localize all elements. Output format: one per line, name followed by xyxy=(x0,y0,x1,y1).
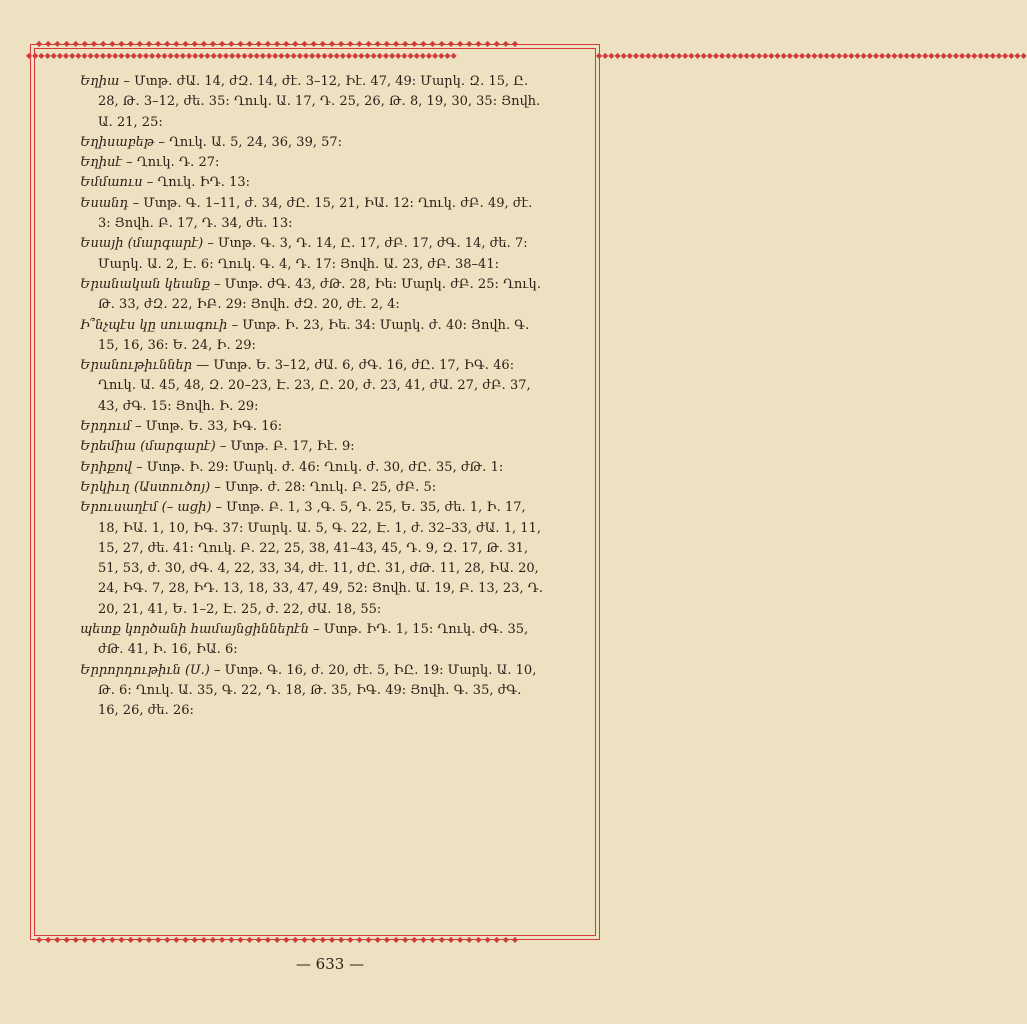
index-entry xyxy=(80,356,545,417)
border-ornament-bottom: ◆◆◆◆◆◆◆◆◆◆◆◆◆◆◆◆◆◆◆◆◆◆◆◆◆◆◆◆◆◆◆◆◆◆◆◆◆◆◆◆◆◆◆◆◆◆◆◆◆◆◆◆◆ xyxy=(36,935,522,944)
entry-term: Եմմաուս xyxy=(80,175,143,191)
index-entry xyxy=(80,275,545,316)
entry-references: – Մտթ․ Գ․ 1–11, ժ․ 34, ժԸ․ 15, 21, ԻԱ․ 12: Ղուկ․ ժԲ․ 49, ժէ․ 3: Յովհ․ Բ․ 17, Դ․ 34, ժե․ 13: xyxy=(98,195,533,232)
entry-term: Երանական կեանք xyxy=(80,276,210,292)
entry-term: Եղիսէ xyxy=(80,155,122,171)
entry-term: Երանութիւններ xyxy=(80,358,193,374)
entry-term: Երրորդութիւն (Ս․) xyxy=(80,662,210,678)
entry-term: պետք կործանի համայնցիններէն xyxy=(80,622,309,638)
index-entry xyxy=(80,417,545,437)
entry-references: – Մտթ․ ժ․ 28: Ղուկ․ Բ․ 25, ժԲ․ 5: xyxy=(210,479,437,495)
entry-references: – Մտթ․ Գ․ 16, ժ․ 20, ժէ․ 5, ԻԸ․ 19: Մարկ․ Ա․ 10, Թ․ 6: Ղուկ․ Ա․ 35, Գ․ 22, Դ․ 18, Թ․ 35, ԻԳ․ 49: Յովհ․ Գ․ 35, ժԳ․ 16, 26, ժե․ 26: xyxy=(98,662,537,719)
entry-references: – Մտթ․ ժԱ․ 14, ժԶ․ 14, ժէ․ 3–12, Իէ․ 47, 49: Մարկ․ Զ․ 15, Ը․ 28, Թ․ 3–12, ժե․ 35: Ղուկ․ Ա․ 17, Դ․ 25, 26, Թ․ 8, 19, 30, 35: Յովհ․ Ա․ 21, 25: xyxy=(98,74,541,130)
index-entry xyxy=(80,316,545,357)
index-entry xyxy=(80,72,545,133)
entry-references: – Մտթ․ Բ․ 1, 3 ,Գ․ 5, Դ․ 25, Ե․ 35, ժե․ 1, Ի․ 17, 18, ԻԱ․ 1, 10, ԻԳ․ 37: Մարկ․ Ա․ 5, Գ․ 22, Է․ 1, ժ․ 32–33, ժԱ․ 1, 11, 15, 27, ժե․ 41: Ղուկ․ Բ․ 22, 25, 38, 41–43, 45, Դ․ 9, Զ․ 17, Թ․ 31, 51, 53, ժ․ 30, ժԳ․ 4, 22, 33, 34, ժէ․ 11, ժԸ․ 31, ժԹ․ 11, 28, ԻԱ․ 20, 24, ԻԳ․ 7, 28, ԻԴ․ 13, 18, 33, 47, 49, 52: Յովհ․ Ա․ 19, Բ․ 13, 23, Դ․ 20, 21, 41, Ե․ 1–2, Է․ 25, ժ․ 22, ժԱ․ 18, 55: xyxy=(98,500,544,617)
entry-references: – Մտթ․ Ի․ 29: Մարկ․ ժ․ 46: Ղուկ․ ժ․ 30, ժԸ․ 35, ժԹ․ 1: xyxy=(132,459,504,475)
entry-term: Երիքով xyxy=(80,459,132,475)
entry-references: – Ղուկ․ Ա․ 5, 24, 36, 39, 57: xyxy=(154,134,343,150)
index-entry xyxy=(80,234,545,275)
entry-term: Երկիւղ (Աստուծոյ) xyxy=(80,479,211,495)
index-entry xyxy=(80,194,545,235)
border-ornament-top: ◆◆◆◆◆◆◆◆◆◆◆◆◆◆◆◆◆◆◆◆◆◆◆◆◆◆◆◆◆◆◆◆◆◆◆◆◆◆◆◆◆◆◆◆◆◆◆◆◆◆◆◆◆ xyxy=(36,39,522,48)
index-entry xyxy=(80,133,545,153)
entry-references: – Ղուկ․ ԻԴ․ 13: xyxy=(142,175,251,191)
index-entries xyxy=(80,72,545,722)
index-entry xyxy=(80,173,545,193)
index-entry xyxy=(80,498,545,620)
index-entry xyxy=(80,437,545,457)
entry-term: Եղիա xyxy=(80,74,120,89)
border-ornament-right: ◆◆◆◆◆◆◆◆◆◆◆◆◆◆◆◆◆◆◆◆◆◆◆◆◆◆◆◆◆◆◆◆◆◆◆◆◆◆◆◆◆◆◆◆◆◆◆◆◆◆◆◆◆◆◆◆◆◆◆◆◆◆◆◆◆◆◆◆◆◆ xyxy=(596,51,1027,60)
entry-term: Եսանդ xyxy=(80,195,129,211)
entry-references: – Մտթ․ Ի․ 23, Իե․ 34: Մարկ․ ժ․ 40: Յովհ․ Գ․ 15, 16, 36: Ե․ 24, Ի․ 29: xyxy=(98,317,530,353)
index-entry xyxy=(80,458,545,478)
entry-references: – Մտթ․ ԻԴ․ 1, 15: Ղուկ․ ժԳ․ 35, ժԹ․ 41, Ի․ 16, ԻԱ․ 6: xyxy=(98,622,529,658)
index-entry xyxy=(80,620,545,661)
index-entry xyxy=(80,661,545,722)
index-entry xyxy=(80,478,545,498)
entry-term: Երդում xyxy=(80,419,131,435)
entry-term: Եսայի (մարգարէ) xyxy=(80,236,204,252)
border-ornament-left: ◆◆◆◆◆◆◆◆◆◆◆◆◆◆◆◆◆◆◆◆◆◆◆◆◆◆◆◆◆◆◆◆◆◆◆◆◆◆◆◆◆◆◆◆◆◆◆◆◆◆◆◆◆◆◆◆◆◆◆◆◆◆◆◆◆◆◆◆◆◆ xyxy=(26,51,457,60)
entry-references: – Մտթ․ Բ․ 17, Իէ․ 9: xyxy=(215,439,355,455)
entry-references: – Մտթ․ Ե․ 33, ԻԳ․ 16: xyxy=(130,419,283,435)
index-entry xyxy=(80,153,545,173)
entry-term: Եղիսաբեթ xyxy=(80,134,155,150)
entry-references: – Մտթ․ ժԳ․ 43, ժԹ․ 28, Իե: Մարկ․ ժԲ․ 25: Ղուկ․ Թ․ 33, ժԶ․ 22, ԻԲ․ 29: Յովհ․ ժԶ․ 20, ժէ․ 2, 4: xyxy=(98,276,542,313)
entry-term: Ի՞նչպէս կը սուագուի xyxy=(80,317,228,333)
entry-term: Երուսաղէմ (– ացի) xyxy=(80,500,212,516)
page-number: — 633 — xyxy=(295,955,365,973)
entry-term: Երեմիա (մարգարէ) xyxy=(80,439,216,455)
entry-references: — Մտթ․ Ե․ 3–12, ժԱ․ 6, ժԳ․ 16, ժԸ․ 17, ԻԳ․ 46: Ղուկ․ Ա․ 45, 48, Զ․ 20–23, Է․ 23, Ը․ 20, ժ․ 23, 41, ժԱ․ 27, ժԲ․ 37, 43, ժԳ․ 15: Յովհ․ Ի․ 29: xyxy=(98,358,531,414)
entry-references: – Մտթ․ Գ․ 3, Դ․ 14, Ը․ 17, ժԲ․ 17, ժԳ․ 14, ժե․ 7: Մարկ․ Ա․ 2, Է․ 6: Ղուկ․ Գ․ 4, Դ․ 17: Յովհ․ Ա․ 23, ժԲ․ 38–41: xyxy=(98,236,528,272)
entry-references: – Ղուկ․ Դ․ 27: xyxy=(122,155,220,171)
